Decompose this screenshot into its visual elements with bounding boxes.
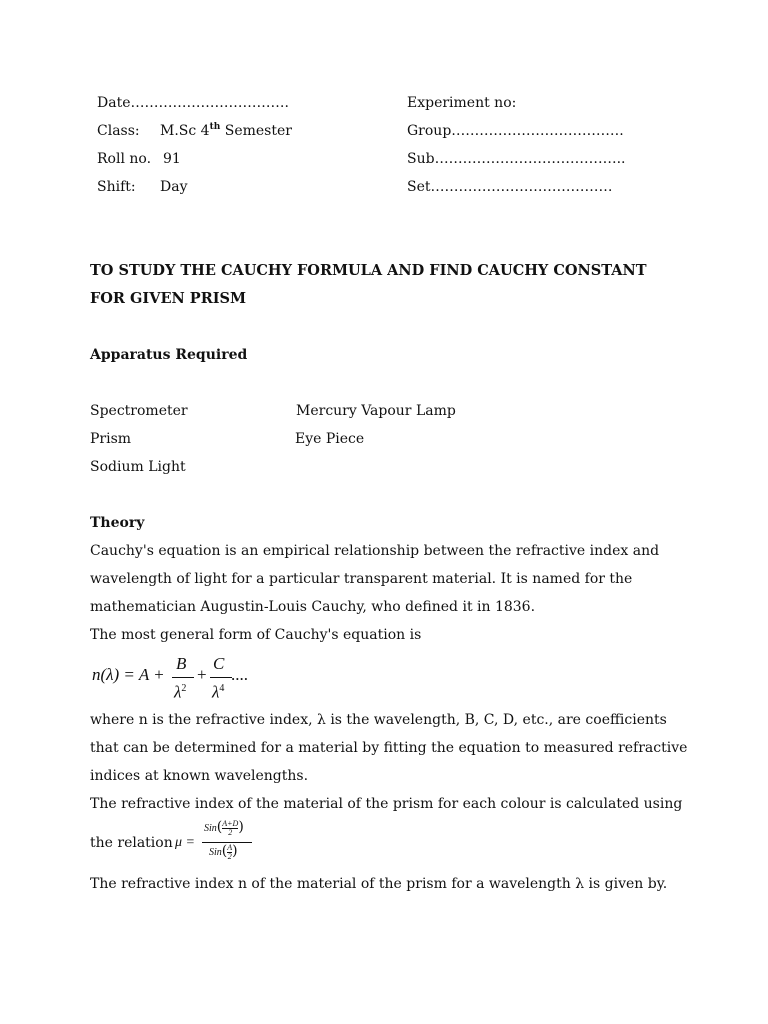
theory-heading: Theory <box>90 515 145 531</box>
apparatus-item: Sodium Light <box>90 459 186 475</box>
exponent-2: 2 <box>181 683 187 694</box>
class-value <box>160 122 292 140</box>
apparatus-item: Prism <box>90 431 132 447</box>
class-value-text: M.Sc 4 <box>160 123 210 139</box>
theory-line: indices at known wavelengths. <box>90 768 309 784</box>
theory-line: Cauchy's equation is an empirical relationship between the refractive index and <box>90 543 660 559</box>
roll-value: 91 <box>163 151 181 167</box>
relation-denominator <box>209 844 238 861</box>
class-label: Class: <box>97 123 140 139</box>
apparatus-item: Mercury Vapour Lamp <box>296 403 456 419</box>
formula-bar-1 <box>172 677 194 678</box>
shift-value: Day <box>160 179 188 195</box>
paren-open: ( <box>221 843 228 859</box>
frac-a-plus-d <box>222 820 238 837</box>
class-suffix: Semester <box>220 123 292 139</box>
experiment-label: Experiment no: <box>407 95 517 111</box>
sub-label: Sub <box>407 151 435 167</box>
date-dots: ……………………………. <box>130 95 289 111</box>
set-dots: ………………………………… <box>430 179 613 195</box>
relation-numerator <box>204 820 244 837</box>
theory-last-line: The refractive index n of the material of the prism for a wavelength λ is given by. <box>90 876 668 892</box>
formula-b: B <box>176 654 187 673</box>
relation-mu: μ = <box>175 835 195 850</box>
sub-row <box>407 150 625 168</box>
set-label: Set <box>407 179 431 195</box>
formula-tail: .... <box>231 665 248 684</box>
group-row <box>407 122 624 140</box>
title-line-1: TO STUDY THE CAUCHY FORMULA AND FIND CAUCHY CONSTANT <box>90 262 647 279</box>
formula-c: C <box>213 654 225 673</box>
theory-line: mathematician Augustin-Louis Cauchy, who defined it in 1836. <box>90 599 536 615</box>
exponent-4: 4 <box>219 683 225 694</box>
sub-dots: ………………………………….. <box>434 151 626 167</box>
relation-prefix: the relation <box>90 835 173 851</box>
group-label: Group <box>407 123 452 139</box>
paren-close: ) <box>238 819 244 835</box>
sin-label: Sin <box>204 823 217 834</box>
date-label: Date <box>97 95 131 111</box>
paren-close: ) <box>232 843 238 859</box>
paren-open: ( <box>216 819 223 835</box>
frac-top: A+D <box>222 819 239 828</box>
apparatus-item: Spectrometer <box>90 403 188 419</box>
group-dots: ………………………………. <box>451 123 624 139</box>
theory-line: The refractive index of the material of the prism for each colour is calculated using <box>90 796 683 812</box>
formula-bar-2 <box>210 677 232 678</box>
formula-lambda-2 <box>174 680 186 702</box>
theory-line: wavelength of light for a particular transparent material. It is named for the <box>90 571 633 587</box>
shift-label: Shift: <box>97 179 136 195</box>
apparatus-item: Eye Piece <box>295 431 365 447</box>
frac-bottom: 2 <box>227 852 232 861</box>
sin-label: Sin <box>209 847 222 858</box>
date-row <box>97 94 289 112</box>
frac-bottom: 2 <box>222 828 238 837</box>
theory-line: The most general form of Cauchy's equation is <box>90 627 422 643</box>
class-sup: th <box>209 122 221 132</box>
theory-line: where n is the refractive index, λ is the wavelength, B, C, D, etc., are coefficients <box>90 712 667 728</box>
roll-label: Roll no. <box>97 151 152 167</box>
formula-lhs: n(λ) = A + <box>92 665 165 684</box>
formula-plus: + <box>197 665 207 684</box>
lambda-symbol: λ <box>174 682 182 702</box>
lambda-symbol: λ <box>212 682 220 702</box>
formula-lambda-4 <box>212 680 224 702</box>
apparatus-heading: Apparatus Required <box>90 347 248 363</box>
theory-line: that can be determined for a material by fitting the equation to measured refractive <box>90 740 688 756</box>
title-line-2: FOR GIVEN PRISM <box>90 290 247 307</box>
set-row <box>407 178 613 196</box>
frac-top: A <box>227 843 233 852</box>
